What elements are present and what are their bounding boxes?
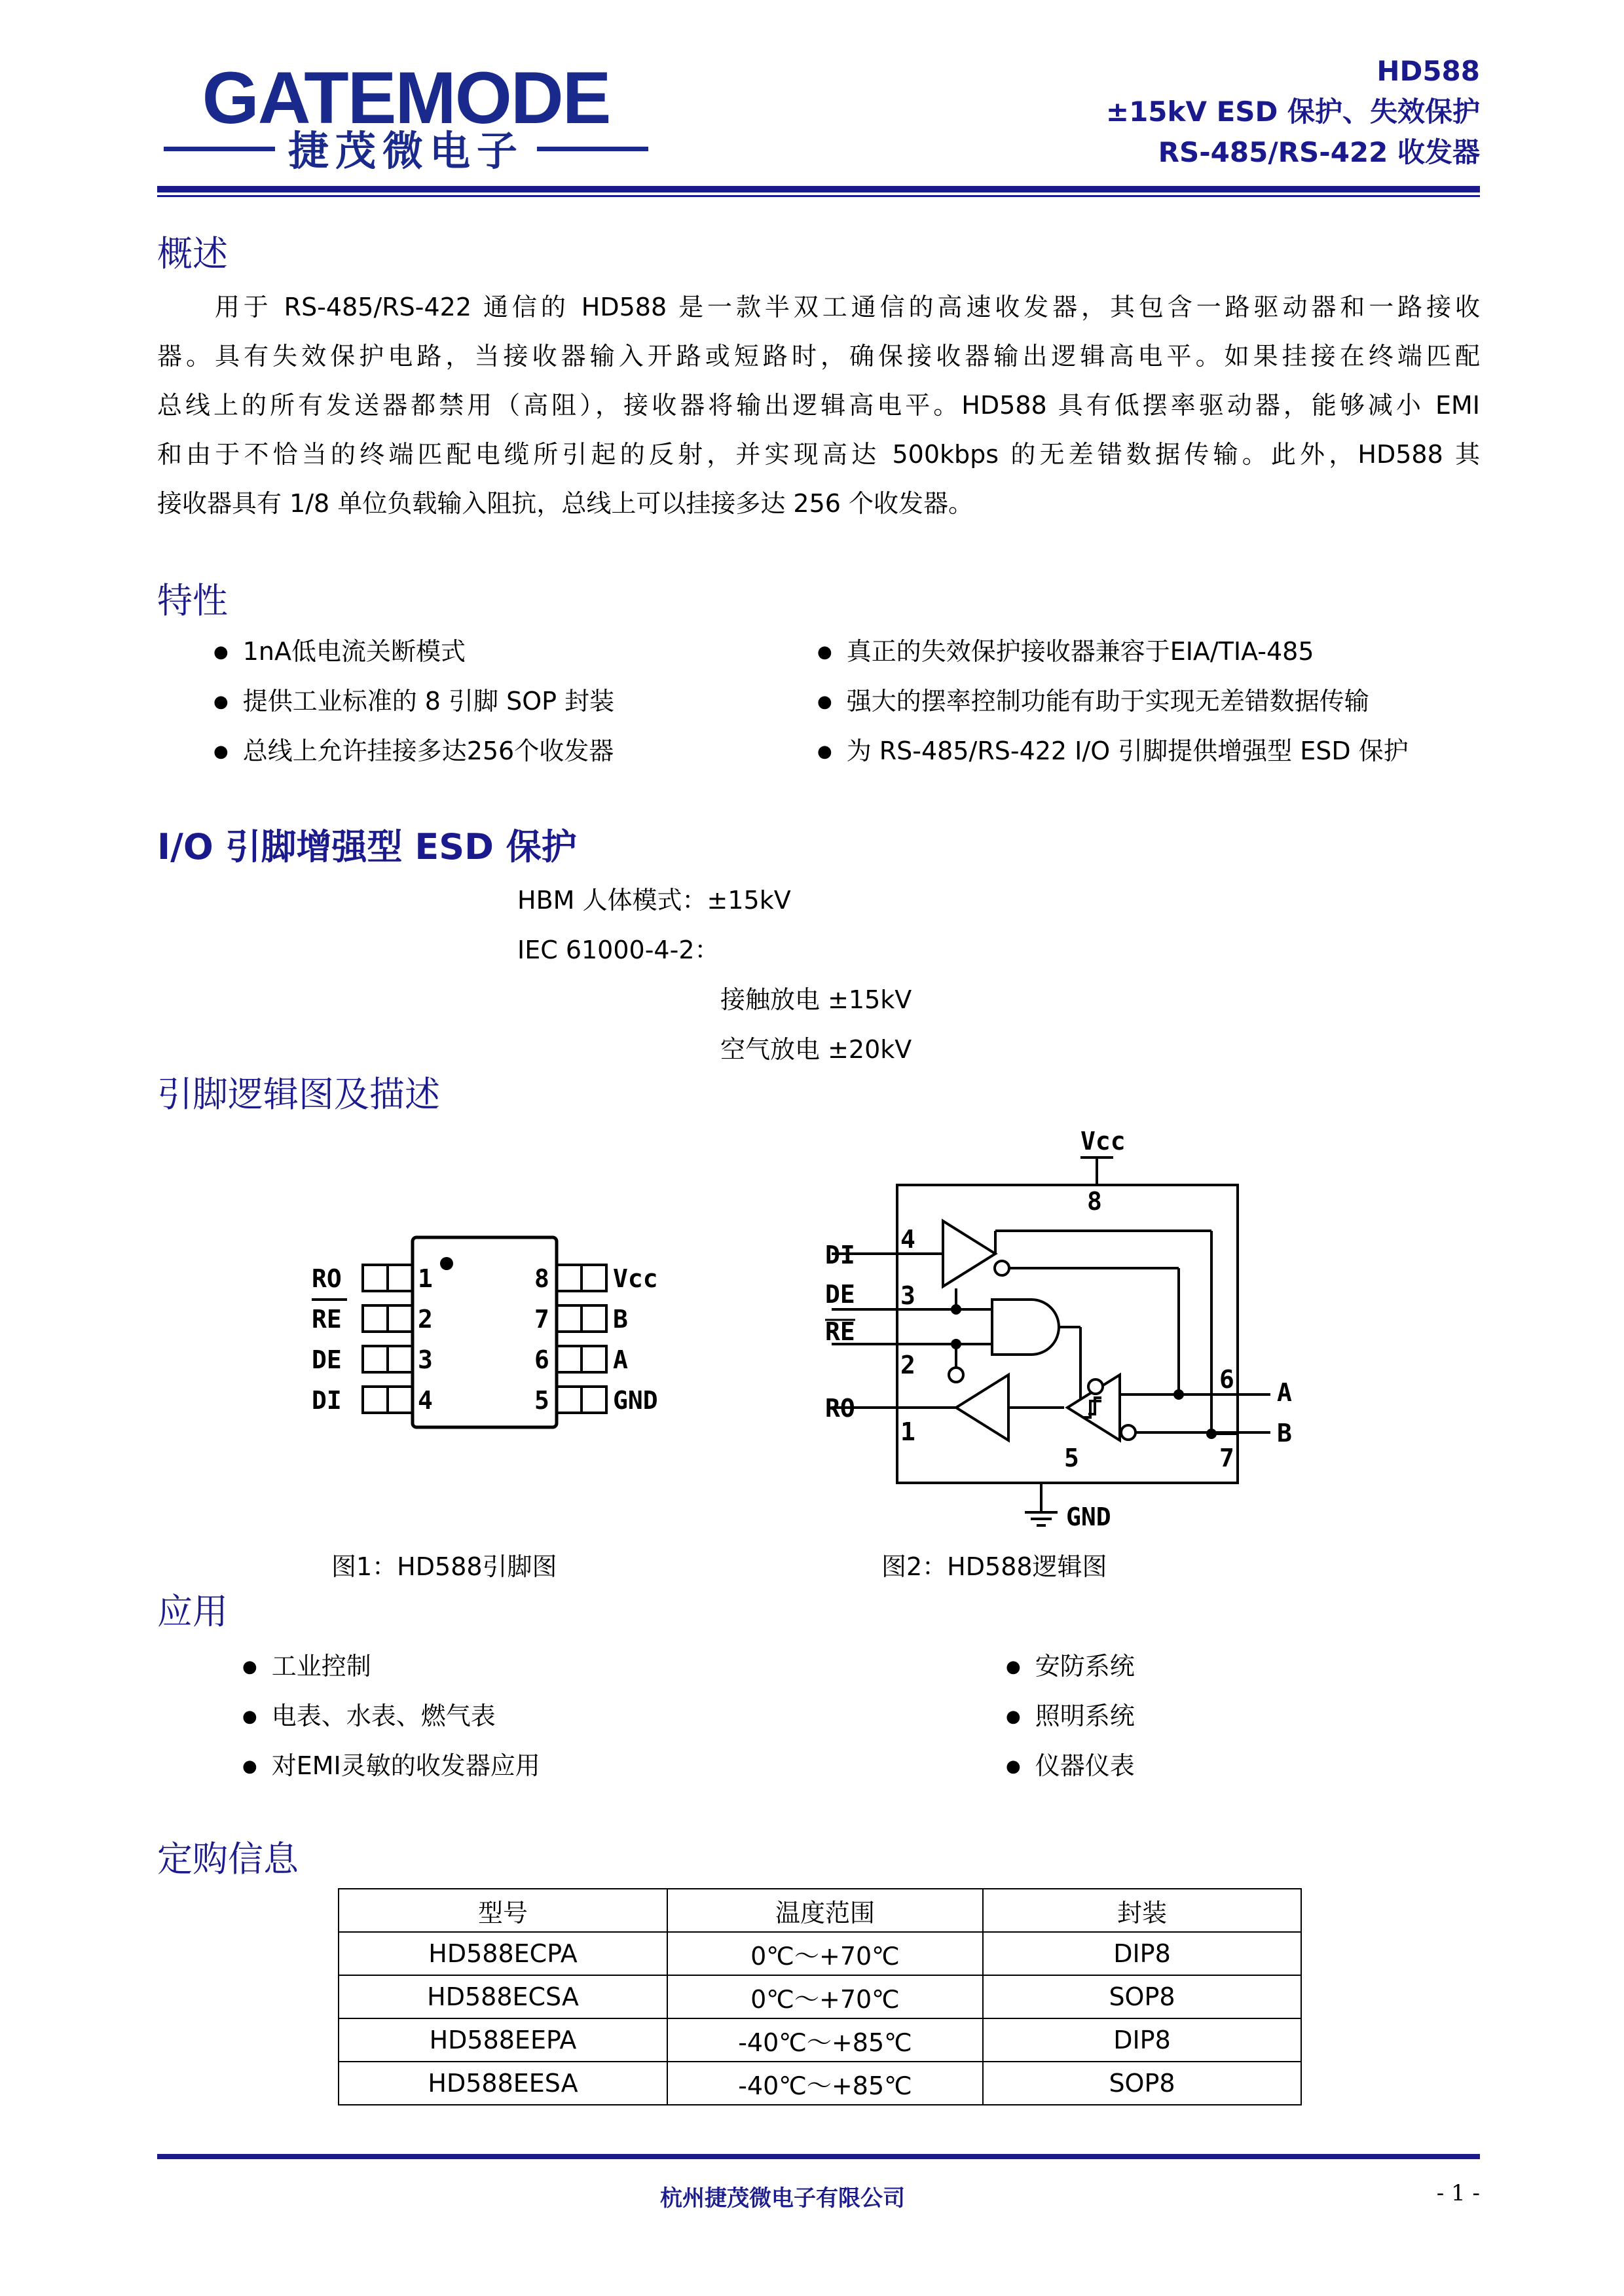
pin-name-gnd: GND [613, 1386, 658, 1415]
table-header-temp: 温度范围 [667, 1889, 983, 1932]
pin-name-de: DE [312, 1345, 342, 1374]
table-cell: HD588ECPA [339, 1932, 667, 1975]
esd-iec: IEC 61000-4-2： [517, 936, 720, 964]
pin-num-4: 4 [418, 1386, 433, 1415]
header-rule [157, 186, 1480, 192]
pin-name-ro: RO [312, 1264, 342, 1293]
pin-num-2: 2 [418, 1305, 433, 1334]
pin-num-7: 7 [534, 1305, 549, 1334]
table-cell: SOP8 [983, 1975, 1301, 2018]
pin-name-di: DI [312, 1386, 342, 1415]
pin-name-re: RE [312, 1305, 342, 1334]
table-row [339, 2018, 1301, 2062]
table-cell: SOP8 [983, 2062, 1301, 2105]
logic-n1: 1 [900, 1417, 915, 1446]
logic-b: B [1277, 1419, 1292, 1448]
logic-n5: 5 [1064, 1444, 1079, 1472]
ordering-heading: 定购信息 [157, 1838, 299, 1880]
overview-line: 总线上的所有发送器都禁用（高阻），接收器将输出逻辑高电平。HD588 具有低摆率驱动器，能够减小 EMI [157, 391, 1480, 420]
header-rule-thin [157, 195, 1480, 197]
overview-heading: 概述 [157, 233, 228, 274]
table-cell: -40℃～+85℃ [667, 2062, 983, 2105]
table-header-row [339, 1889, 1301, 1932]
title-line-2: RS-485/RS-422 收发器 [1158, 136, 1480, 168]
figure-2-caption: 图2：HD588逻辑图 [881, 1552, 1107, 1581]
logo-text: GATEMODE [202, 59, 610, 139]
logic-n3: 3 [900, 1281, 915, 1310]
feature-item: ● 真正的失效保护接收器兼容于EIA/TIA-485 [817, 635, 1314, 671]
logic-re: RE [825, 1317, 855, 1346]
features-heading: 特性 [157, 580, 228, 621]
overview-line: 和由于不恰当的终端匹配电缆所引起的反射，并实现高达 500kbps 的无差错数据传输。此外，HD588 其 [157, 440, 1480, 469]
table-row [339, 2062, 1301, 2105]
esd-hbm: HBM 人体模式：±15kV [517, 886, 791, 915]
table-cell: HD588ECSA [339, 1975, 667, 2018]
table-cell: -40℃～+85℃ [667, 2018, 983, 2062]
applications-heading: 应用 [157, 1591, 228, 1632]
table-row [339, 1975, 1301, 2018]
logic-de: DE [825, 1280, 855, 1309]
figure-1-caption: 图1：HD588引脚图 [331, 1552, 557, 1581]
application-item: ● 照明系统 [1006, 1700, 1135, 1736]
table-cell: DIP8 [983, 2018, 1301, 2062]
application-item: ● 安防系统 [1006, 1650, 1135, 1686]
logic-n7: 7 [1219, 1444, 1234, 1472]
esd-air: 空气放电 ±20kV [720, 1035, 912, 1064]
table-cell: HD588EESA [339, 2062, 667, 2105]
feature-item: ● 为 RS-485/RS-422 I/O 引脚提供增强型 ESD 保护 [817, 735, 1409, 771]
table-cell: DIP8 [983, 1932, 1301, 1975]
logic-diagram [819, 1126, 1316, 1539]
table-cell: HD588EEPA [339, 2018, 667, 2062]
pin-num-6: 6 [534, 1345, 549, 1374]
overview-line: 器。具有失效保护电路，当接收器输入开路或短路时，确保接收器输出逻辑高电平。如果挂接在终端匹配 [157, 342, 1480, 371]
logic-vcc: Vcc [1080, 1127, 1126, 1156]
part-number: HD588 [1376, 55, 1480, 87]
logo-subtitle: 捷茂微电子 [287, 127, 525, 175]
feature-item: ● 强大的摆率控制功能有助于实现无差错数据传输 [817, 685, 1369, 721]
footer-rule [157, 2154, 1480, 2159]
application-item: ● 仪器仪表 [1006, 1749, 1135, 1785]
overview-line: 用于 RS-485/RS-422 通信的 HD588 是一款半双工通信的高速收发器，其包含一路驱动器和一路接收 [157, 293, 1480, 321]
table-row [339, 1932, 1301, 1975]
pin-name-a: A [613, 1345, 628, 1374]
pin-num-3: 3 [418, 1345, 433, 1374]
esd-heading: I/O 引脚增强型 ESD 保护 [157, 826, 577, 867]
esd-contact: 接触放电 ±15kV [720, 985, 912, 1014]
table-cell: 0℃～+70℃ [667, 1932, 983, 1975]
application-item: ● 工业控制 [242, 1650, 371, 1686]
pin-name-vcc: Vcc [613, 1264, 658, 1293]
feature-item: ● 总线上允许挂接多达256个收发器 [213, 735, 614, 771]
application-item: ● 对EMI灵敏的收发器应用 [242, 1749, 540, 1785]
logic-n4: 4 [900, 1225, 915, 1254]
company-logo [157, 59, 655, 183]
logic-a: A [1277, 1378, 1292, 1407]
pin-section-heading: 引脚逻辑图及描述 [157, 1074, 440, 1115]
pinout-diagram [308, 1231, 688, 1453]
footer-company: 杭州捷茂微电子有限公司 [660, 2185, 905, 2212]
logic-gnd: GND [1066, 1503, 1111, 1531]
logic-n2: 2 [900, 1351, 915, 1379]
application-item: ● 电表、水表、燃气表 [242, 1700, 496, 1736]
logic-di: DI [825, 1241, 855, 1269]
logic-ro: RO [825, 1394, 855, 1423]
overview-paragraph [157, 283, 1480, 528]
page-number: - 1 - [1436, 2180, 1480, 2206]
pin-num-5: 5 [534, 1386, 549, 1415]
table-header-package: 封装 [983, 1889, 1301, 1932]
pin-num-8: 8 [534, 1264, 549, 1293]
logic-n6: 6 [1219, 1365, 1234, 1394]
overview-line: 接收器具有 1/8 单位负载输入阻抗，总线上可以挂接多达 256 个收发器。 [157, 489, 974, 518]
title-line-1: ±15kV ESD 保护、失效保护 [1105, 96, 1480, 128]
logic-n8: 8 [1087, 1187, 1102, 1216]
pin-name-b: B [613, 1305, 628, 1334]
table-header-model: 型号 [339, 1889, 667, 1932]
table-cell: 0℃～+70℃ [667, 1975, 983, 2018]
feature-item: ● 1nA低电流关断模式 [213, 635, 466, 671]
pin-num-1: 1 [418, 1264, 433, 1293]
ordering-table [338, 1888, 1302, 2105]
feature-item: ● 提供工业标准的 8 引脚 SOP 封装 [213, 685, 614, 721]
